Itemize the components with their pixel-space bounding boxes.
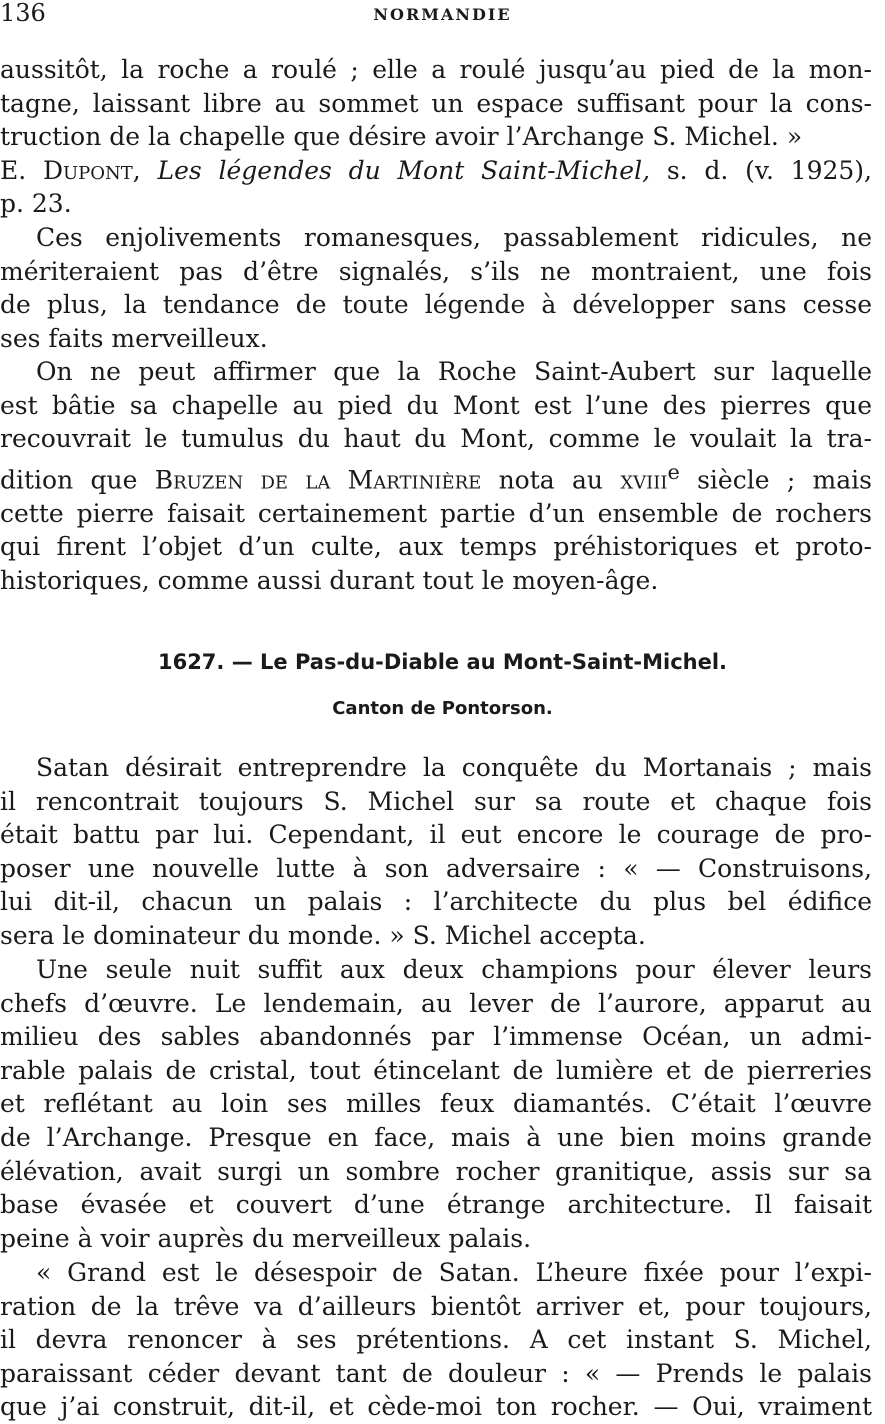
text-line: cette pierre faisait certainement partie d’un ensemble de rochers [0,498,872,528]
citation-line [0,154,872,188]
citation-date: s. d. (v. 1925), [666,155,873,185]
text-line: aussitôt, la roche a roulé ; elle a roulé jusqu’au pied de la mon- [0,55,872,84]
text-fragment: dition que [0,465,155,495]
text-fragment: siècle ; mais [679,465,872,495]
text-line: truction de la chapelle que désire avoir l’Archange S. Michel. » [0,122,803,152]
citation-page: p. 23. [0,189,72,219]
text-line: base évasée et couvert d’une étrange architecture. Il faisait [0,1190,872,1220]
text-line: élévation, avait surgi un sombre rocher granitique, assis sur sa [0,1156,872,1186]
text-line: recouvrait le tumulus du haut du Mont, comme le voulait la tra- [0,424,872,454]
text-line: milieu des sables abandonnés par l’immense Océan, un admi- [0,1022,872,1052]
text-line: On ne peut affirmer que la Roche Saint-Aubert sur laquelle [36,357,872,386]
paragraph-satan [0,751,872,953]
text-line: tagne, laissant libre au sommet un espace suffisant pour la cons- [0,88,872,118]
text-line: était battu par lui. Cependant, il eut encore le courage de pro- [0,820,872,850]
text-line: que j’ai construit, dit-il, et cède-moi ton rocher. — Oui, vraiment [0,1392,872,1422]
text-line: ses faits merveilleux. [0,323,268,353]
text-line: peine à voir auprès du merveilleux palais. [0,1223,532,1253]
citation-author: E. Dupont, [0,155,141,185]
continued-quote [0,53,872,221]
paragraph-embellishments [0,221,872,355]
section-subtitle: Canton de Pontorson. [332,698,553,719]
text-line: et reflétant au loin ses milles feux diamantés. C’était l’œuvre [0,1089,872,1119]
text-line: « Grand est le désespoir de Satan. L’heure fixée pour l’expi- [36,1258,872,1287]
text-line: paraissant céder devant tant de douleur : « — Prends le palais [0,1358,872,1388]
citation-title: Les légendes du Mont Saint-Michel, [157,155,651,185]
text-line: historiques, comme aussi durant tout le moyen-âge. [0,565,659,595]
text-line: Ces enjolivements romanesques, passablement ridicules, ne [36,223,872,252]
text-line [0,456,872,497]
text-line: qui firent l’objet d’un culte, aux temps préhistoriques et proto- [0,532,872,562]
page-number: 136 [0,0,46,27]
century-numeral: xviii [620,465,668,495]
text-line: lui dit-il, chacun un palais : l’architecte du plus bel édifice [0,887,872,917]
text-line: ration de la trêve va d’ailleurs bientôt arriver et, pour toujours, [0,1291,872,1321]
text-line: est bâtie sa chapelle au pied du Mont est l’une des pierres que [0,390,872,420]
text-fragment: nota au [481,465,621,495]
text-line: chefs d’œuvre. Le lendemain, au lever de l’aurore, apparut au [0,988,872,1018]
paragraph-grand-desespoir [0,1256,872,1424]
text-line: poser une nouvelle lutte à son adversaire : « — Construisons, [0,853,872,883]
text-line: de plus, la tendance de toute légende à développer sans cesse [0,290,872,320]
text-line: Satan désirait entreprendre la conquête du Mortanais ; mais [36,753,872,782]
text-line: de l’Archange. Presque en face, mais à une bien moins grande [0,1122,872,1152]
author-name: Bruzen de la Martinière [154,465,482,495]
text-line: rable palais de cristal, tout étincelant de lumière et de pierreries [0,1055,872,1085]
text-line: il rencontrait toujours S. Michel sur sa route et chaque fois [0,786,872,816]
section-title: 1627. — Le Pas-du-Diable au Mont-Saint-Michel. [157,650,728,674]
century-superscript: e [667,459,680,484]
text-line: Une seule nuit suffit aux deux champions pour élever leurs [36,955,872,984]
text-line: il devra renoncer à ses prétentions. A cet instant S. Michel, [0,1325,872,1355]
paragraph-une-seule-nuit [0,953,872,1255]
text-line: mériteraient pas d’être signalés, s’ils ne montraient, une fois [0,256,872,286]
page-header [0,0,885,30]
paragraph-roche-saint-aubert [0,355,872,597]
text-line: sera le dominateur du monde. » S. Michel accepta. [0,920,646,950]
running-head: NORMANDIE [373,5,512,24]
